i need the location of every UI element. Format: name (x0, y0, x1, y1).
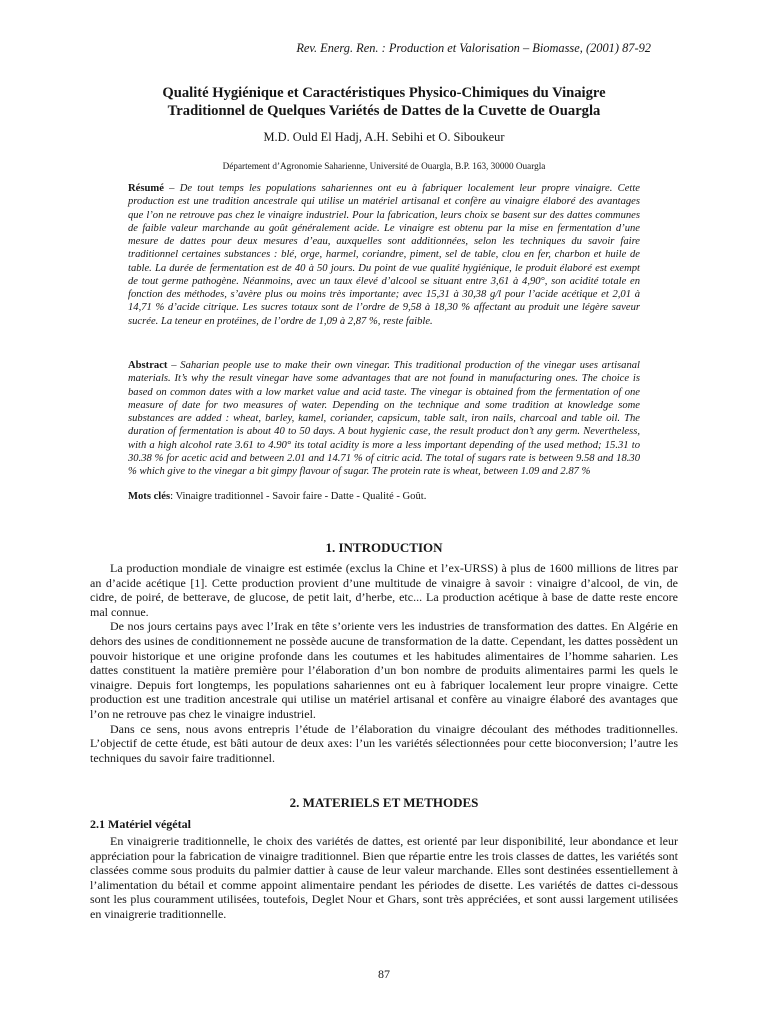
affiliation: Département d’Agronomie Saharienne, Université de Ouargla, B.P. 163, 30000 Ouargla (222, 161, 546, 171)
keywords-label: Mots clés (128, 491, 171, 502)
introduction-body (90, 561, 678, 765)
paper-title-line-1: Qualité Hygiénique et Caractéristiques Physico-Chimiques du Vinaigre (162, 85, 606, 101)
keywords (128, 491, 640, 502)
page-number: 87 (378, 967, 390, 981)
paragraph: De nos jours certains pays avec l’Irak en tête s’oriente vers les industries de transformation des dattes. En Algérie en dehors des usines de conditionnement ne possède aucune de transformation de la datte. Cependant, les dattes possèdent un pouvoir historique et une origine profonde dans les coutumes et les habitudes alimentaires de l’homme saharien. Les dattes constituent la matière première pour l’élaboration d’un bon nombre de produits alimentaires parmi les quels le vinaigre. Depuis fort longtemps, les populations sahariennes ont eu à fabriquer localement leur propre vinaigre. Cette production est une tradition ancestrale qui utilise un matériel artisanal et confère au vinaigre élaboré des avantages que l’on ne retrouve pas chez le vinaigre industriel. (90, 619, 678, 721)
section-heading-materiels-methodes: 2. MATERIELS ET METHODES (289, 795, 479, 810)
paper-title-line-2: Traditionnel de Quelques Variétés de Dattes de la Cuvette de Ouargla (167, 103, 601, 119)
running-head: Rev. Energ. Ren. : Production et Valorisation – Biomasse, (2001) 87-92 (296, 41, 651, 55)
paragraph: Dans ce sens, nous avons entrepris l’étude de l’élaboration du vinaigre découlant des méthodes traditionnelles. L’objectif de cette étude, est bâti autour de deux axes: l’un les variétés sélectionnées pour cette bioconversion; l’autre les techniques du savoir faire traditionnel. (90, 721, 678, 765)
resume-block (128, 182, 640, 328)
paragraph: La production mondiale de vinaigre est estimée (exclus la Chine et l’ex-URSS) à plus de 1600 millions de litres par an d’acide acétique [1]. Cette production provient d’une multitude de vinaigre à savoir : vinaigre d’alcool, de vin, de cidre, de poiré, de betterave, de glucose, de petit lait, d’herbe, etc... La production acétique à base de datte reste encore mal connue. (90, 561, 678, 619)
resume-label: Résumé (128, 183, 164, 194)
abstract-block (128, 359, 640, 478)
abstract-label: Abstract (128, 360, 168, 371)
section-heading-introduction: 1. INTRODUCTION (325, 540, 443, 555)
paper-title (100, 84, 668, 120)
abstract-text: – Saharian people use to make their own vinegar. This traditional production of the vinegar uses artisanal materials. It’s why the result vinegar have some advantages that are not found in manufacturing ones. The choice is based on common dates with a low market value and acid taste. The vinegar is obtained from the fermentation of one measure of date for two measures of water. Depending on the technique and some tradition at knowledge some substances are added : wheat, barley, kamel, coriander, capsicum, table salt, iron nails, charcoal and table oil. The duration of fermentation is about 40 to 50 days. A bout hygienic case, the result product don’t any germ. Nevertheless, with a high alcohol rate 3.61 to 4.90° its total acidity is more a less important depending of the used method; 15.31 to 30.38 % for acetic acid and between 2.01 and 14.71 % of citric acid. The total of sugars rate is between 9.58 and 18.30 % which give to the vinegar a bit gimpy flavour of sugar. The protein rate is wheat, between 1.09 and 2.87 % (128, 360, 640, 477)
paragraph: En vinaigrerie traditionnelle, le choix des variétés de dattes, est orienté par leur disponibilité, leur abondance et leur appréciation pour la fabrication de vinaigre traditionnel. Bien que répartie entre les trois classes de dattes, les variétés sont classées comme sous produits du palmier dattier à cause de leur valeur marchande. Elles sont destinées essentiellement à l’alimentation du bétail et comme appoint alimentaire pendant les périodes de disette. Les variétés de dattes ci-dessous sont les plus couramment utilisées, toutefois, Deglet Nour et Ghars, sont très appréciées, et sont aussi largement utilisées en vinaigrerie traditionnelle. (90, 834, 678, 921)
materiel-vegetal-body (90, 834, 678, 922)
subsection-heading-materiel-vegetal: 2.1 Matériel végétal (90, 817, 191, 831)
authors: M.D. Ould El Hadj, A.H. Sebihi et O. Siboukeur (263, 130, 505, 144)
resume-text: – De tout temps les populations sahariennes ont eu à fabriquer localement leur propre vinaigre. Cette production est une tradition ancestrale qui utilise un matériel artisanal et confère au vinaigre élaboré des avantages que l’on ne retrouve pas chez le vinaigre industriel. Pour la fabrication, leurs choix se basent sur des dattes communes de faible valeur marchande au goût généralement acide. Le vinaigre est obtenu par la mise en fermentation d’une mesure de dattes pour deux mesures d’eau, auxquelles sont additionnées, selon les techniques du savoir faire traditionnel certaines substances : blé, orge, harmel, coriandre, piment, sel de table, clou en fer, charbon et huile de table. La durée de fermentation est de 40 à 50 jours. Du point de vue qualité hygiénique, le produit élaboré est exempt de tout germe pathogène. Néanmoins, avec un taux élevé d’alcool se situant entre 3,61 à 4,90°, son acidité totale en fonction des méthodes, s’avère plus ou moins très importante; avec 15,31 à 30,38 g/l pour l’acide acétique et 2,01 à 14,71 % d’acide citrique. Les sucres totaux sont de l’ordre de 9,58 à 18,30 % affectant au produit une légère saveur sucrée. La teneur en protéines, de l’ordre de 1,09 à 2,87 %, reste faible. (128, 183, 640, 327)
keywords-text: : Vinaigre traditionnel - Savoir faire - Datte - Qualité - Goût. (170, 491, 427, 502)
